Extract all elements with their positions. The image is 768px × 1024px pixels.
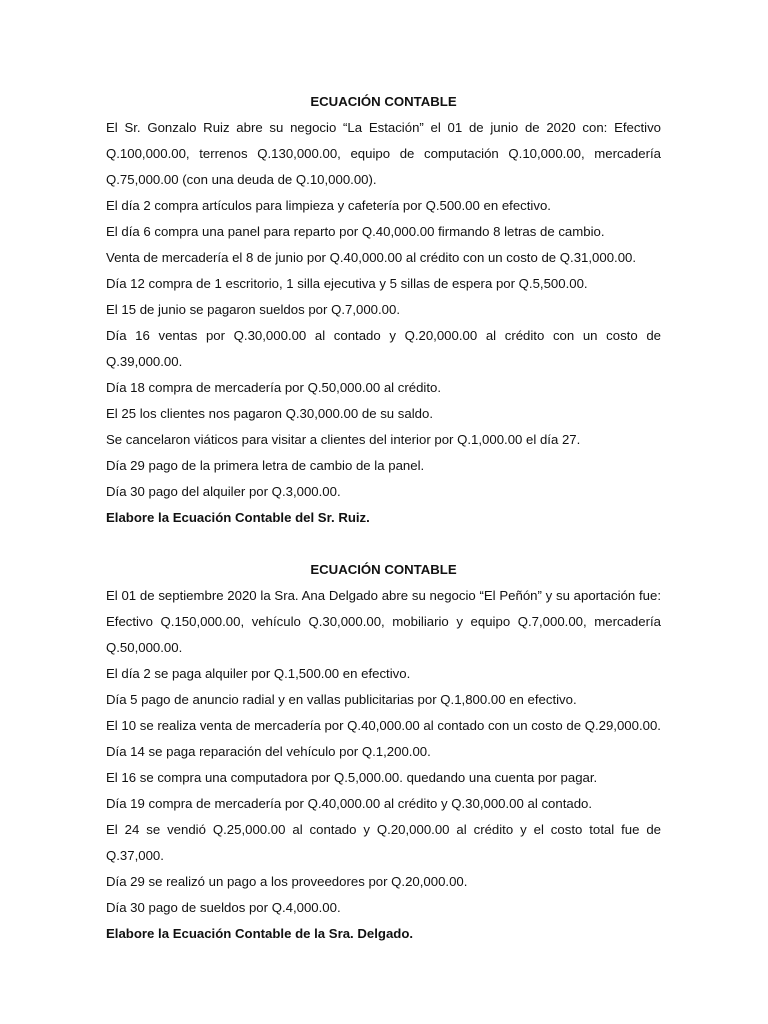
- section2-item: El 16 se compra una computadora por Q.5,000.00. quedando una cuenta por pagar.: [106, 770, 598, 785]
- section1-item: El día 6 compra una panel para reparto por Q.40,000.00 firmando 8 letras de cambio.: [106, 224, 605, 239]
- section2-item: Día 19 compra de mercadería por Q.40,000.00 al crédito y Q.30,000.00 al contado.: [106, 796, 593, 811]
- section2-item: El 24 se vendió Q.25,000.00 al contado y Q.20,000.00 al crédito y el costo total fue de Q.37,000.: [106, 822, 661, 863]
- document-body: [106, 89, 661, 947]
- section1-item: El 25 los clientes nos pagaron Q.30,000.00 de su saldo.: [106, 406, 433, 421]
- section1-item: Día 29 pago de la primera letra de cambio de la panel.: [106, 458, 425, 473]
- section2-intro: El 01 de septiembre 2020 la Sra. Ana Delgado abre su negocio “El Peñón” y su aportación fue: Efectivo Q.150,000.00, vehículo Q.30,000.00, mobiliario y equipo Q.7,000.00, mercadería Q.50,000.00.: [106, 588, 661, 655]
- section2-item: Día 14 se paga reparación del vehículo por Q.1,200.00.: [106, 744, 431, 759]
- section2-instruction: Elabore la Ecuación Contable de la Sra. Delgado.: [106, 926, 414, 941]
- section1-title: ECUACIÓN CONTABLE: [310, 94, 457, 109]
- section1-item: Día 18 compra de mercadería por Q.50,000.00 al crédito.: [106, 380, 441, 395]
- section1-item: Día 30 pago del alquiler por Q.3,000.00.: [106, 484, 341, 499]
- section1-item: El 15 de junio se pagaron sueldos por Q.7,000.00.: [106, 302, 400, 317]
- section1-intro: El Sr. Gonzalo Ruiz abre su negocio “La Estación” el 01 de junio de 2020 con: Efectivo Q.100,000.00, terrenos Q.130,000.00, equipo de computación Q.10,000.00, mercadería Q.75,000.00 (con una deuda de Q.10,000.00).: [106, 120, 661, 187]
- section1-item: Día 16 ventas por Q.30,000.00 al contado y Q.20,000.00 al crédito con un costo de Q.39,000.00.: [106, 328, 661, 369]
- section1-item: El día 2 compra artículos para limpieza y cafetería por Q.500.00 en efectivo.: [106, 198, 551, 213]
- section2-title: ECUACIÓN CONTABLE: [310, 562, 457, 577]
- section2-item: El 10 se realiza venta de mercadería por Q.40,000.00 al contado con un costo de Q.29,000.00.: [106, 718, 661, 733]
- section2-item: Día 30 pago de sueldos por Q.4,000.00.: [106, 900, 341, 915]
- section1-instruction: Elabore la Ecuación Contable del Sr. Ruiz.: [106, 510, 370, 525]
- section1-item: Venta de mercadería el 8 de junio por Q.40,000.00 al crédito con un costo de Q.31,000.00.: [106, 250, 637, 265]
- section-spacer: [106, 531, 661, 557]
- section2-item: Día 29 se realizó un pago a los proveedores por Q.20,000.00.: [106, 874, 468, 889]
- section2-item: El día 2 se paga alquiler por Q.1,500.00 en efectivo.: [106, 666, 411, 681]
- section2-item: Día 5 pago de anuncio radial y en vallas publicitarias por Q.1,800.00 en efectivo.: [106, 692, 577, 707]
- section1-item: Día 12 compra de 1 escritorio, 1 silla ejecutiva y 5 sillas de espera por Q.5,500.00.: [106, 276, 588, 291]
- section1-item: Se cancelaron viáticos para visitar a clientes del interior por Q.1,000.00 el día 27.: [106, 432, 581, 447]
